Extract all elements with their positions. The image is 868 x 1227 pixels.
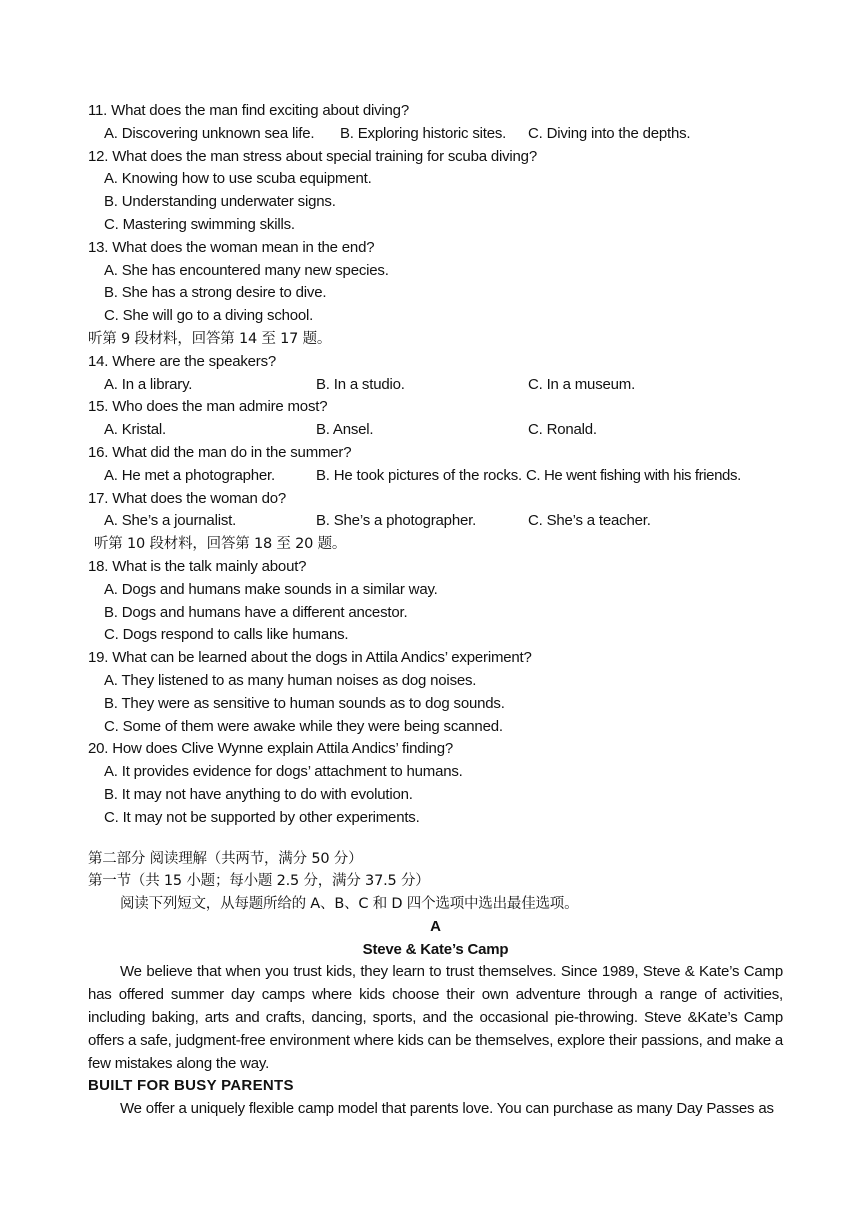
option: B. Exploring historic sites.: [340, 124, 507, 142]
option: B. They were as sensitive to human sounds as to dog sounds.: [104, 694, 505, 712]
question-13: 13. What does the woman mean in the end?: [88, 238, 375, 256]
section-9-instruction: 听第 9 段材料，回答第 14 至 17 题。: [88, 330, 332, 347]
option: C. He went fishing with his friends.: [526, 466, 741, 484]
question-11-options: [88, 123, 783, 146]
spacer: [88, 830, 783, 848]
option: A. Kristal.: [104, 421, 166, 439]
question-11: 11. What does the man find exciting about diving?: [88, 102, 409, 119]
option: C. Some of them were awake while they were being scanned.: [104, 717, 503, 735]
option: A. Discovering unknown sea life.: [104, 124, 315, 142]
option: A. She has encountered many new species.: [104, 261, 389, 279]
passage-title: Steve & Kate’s Camp: [362, 940, 509, 958]
option: C. Dogs respond to calls like humans.: [104, 626, 349, 644]
option: C. Mastering swimming skills.: [104, 215, 295, 233]
option: A. Knowing how to use scuba equipment.: [104, 170, 372, 188]
option: B. Ansel.: [316, 421, 374, 439]
option: A. She’s a journalist.: [104, 512, 237, 530]
question-16: 16. What did the man do in the summer?: [88, 443, 352, 461]
question-16-options: [88, 465, 783, 488]
option: C. She will go to a diving school.: [104, 307, 314, 325]
option: A. Dogs and humans make sounds in a similar way.: [104, 580, 438, 598]
option: A. In a library.: [104, 375, 193, 393]
passage-letter: A: [430, 917, 441, 935]
option: C. Diving into the depths.: [528, 124, 691, 142]
option: B. He took pictures of the rocks.: [316, 466, 522, 484]
section-1-title: 第一节（共 15 小题；每小题 2.5 分，满分 37.5 分）: [88, 873, 430, 890]
question-12: 12. What does the man stress about special training for scuba diving?: [88, 147, 537, 165]
question-17-options: [88, 510, 783, 533]
option: B. In a studio.: [316, 375, 405, 393]
option: C. In a museum.: [528, 375, 636, 393]
option: C. It may not be supported by other experiments.: [104, 808, 420, 826]
option: B. Understanding underwater signs.: [104, 193, 336, 211]
question-20: 20. How does Clive Wynne explain Attila Andics’ finding?: [88, 740, 453, 758]
exam-page: [88, 100, 783, 1121]
option: A. They listened to as many human noises as dog noises.: [104, 671, 477, 689]
question-14: 14. Where are the speakers?: [88, 352, 277, 370]
question-14-options: [88, 374, 783, 397]
question-18: 18. What is the talk mainly about?: [88, 557, 307, 575]
part-2-title: 第二部分 阅读理解（共两节，满分 50 分）: [88, 850, 363, 867]
section-10-instruction: 听第 10 段材料，回答第 18 至 20 题。: [94, 536, 347, 553]
passage-paragraph: We believe that when you trust kids, they learn to trust themselves. Since 1989, Steve & Kate’s Camp has offered summer day camps where kids choose their own adventure through a range of activities, including baking, arts and crafts, dancing, sports, and the occasional pie-throwing. Steve &Kate’s Camp offers a safe, judgment-free environment where kids can be themselves, explore their passions, and make a few mistakes along the way.: [88, 963, 783, 1072]
option: B. It may not have anything to do with evolution.: [104, 785, 413, 803]
question-19: 19. What can be learned about the dogs in Attila Andics’ experiment?: [88, 649, 532, 667]
option: B. She’s a photographer.: [316, 512, 477, 530]
option: A. It provides evidence for dogs’ attachment to humans.: [104, 763, 463, 781]
reading-instruction: 阅读下列短文，从每题所给的 A、B、C 和 D 四个选项中选出最佳选项。: [120, 896, 579, 913]
question-15-options: [88, 419, 783, 442]
section-heading: BUILT FOR BUSY PARENTS: [88, 1077, 294, 1095]
option: C. She’s a teacher.: [528, 512, 651, 530]
option: C. Ronald.: [528, 421, 597, 439]
question-15: 15. Who does the man admire most?: [88, 398, 328, 416]
option: A. He met a photographer.: [104, 466, 275, 484]
option: B. Dogs and humans have a different ancestor.: [104, 603, 408, 621]
option: B. She has a strong desire to dive.: [104, 284, 327, 302]
question-17: 17. What does the woman do?: [88, 489, 287, 507]
passage-paragraph: We offer a uniquely flexible camp model that parents love. You can purchase as many Day Passes as: [120, 1100, 774, 1118]
